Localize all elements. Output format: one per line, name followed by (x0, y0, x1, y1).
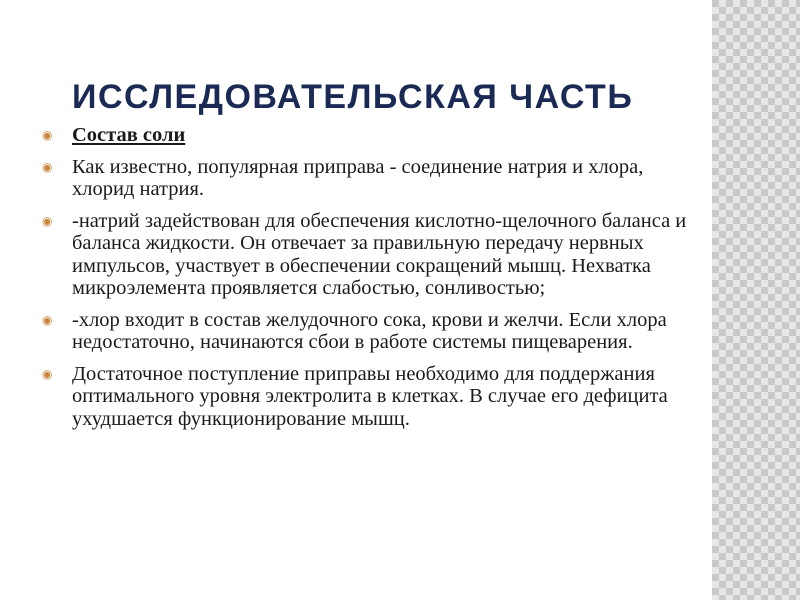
bullet-item-chlorine (38, 309, 710, 354)
circle-dot-icon: ◉ (42, 213, 53, 228)
circle-dot-icon: ◉ (42, 312, 53, 327)
bullet-text: Достаточное поступление приправы необходимо для поддержания оптимального уровня электролита в клетках. В случае его дефицита ухудшается функционирование мышц. (72, 362, 668, 430)
circle-dot-icon: ◉ (42, 159, 53, 174)
bullet-item-sodium-chloride (38, 156, 710, 201)
side-pattern-decoration (712, 0, 800, 600)
bullet-item-deficiency (38, 363, 710, 431)
circle-dot-icon: ◉ (42, 366, 53, 381)
bullet-text-heading: Состав соли (72, 124, 186, 146)
bullet-item-composition (38, 124, 710, 147)
slide-title: ИССЛЕДОВАТЕЛЬСКАЯ ЧАСТЬ (72, 78, 634, 116)
circle-dot-icon: ◉ (42, 128, 53, 142)
bullet-text: -хлор входит в состав желудочного сока, крови и желчи. Если хлора недостаточно, начинаются сбои в работе системы пищеварения. (72, 308, 667, 353)
bullet-text: -натрий задействован для обеспечения кислотно-щелочного баланса и баланса жидкости. Он отвечает за правильную передачу нервных импульсов, участвует в обеспечении сокращений мышц. Нехватка микроэлемента проявляется слабостью, сонливостью; (72, 209, 687, 299)
bullet-text: Как известно, популярная приправа - соединение натрия и хлора, хлорид натрия. (72, 155, 644, 200)
bullet-list (38, 124, 710, 439)
bullet-item-sodium (38, 210, 710, 300)
